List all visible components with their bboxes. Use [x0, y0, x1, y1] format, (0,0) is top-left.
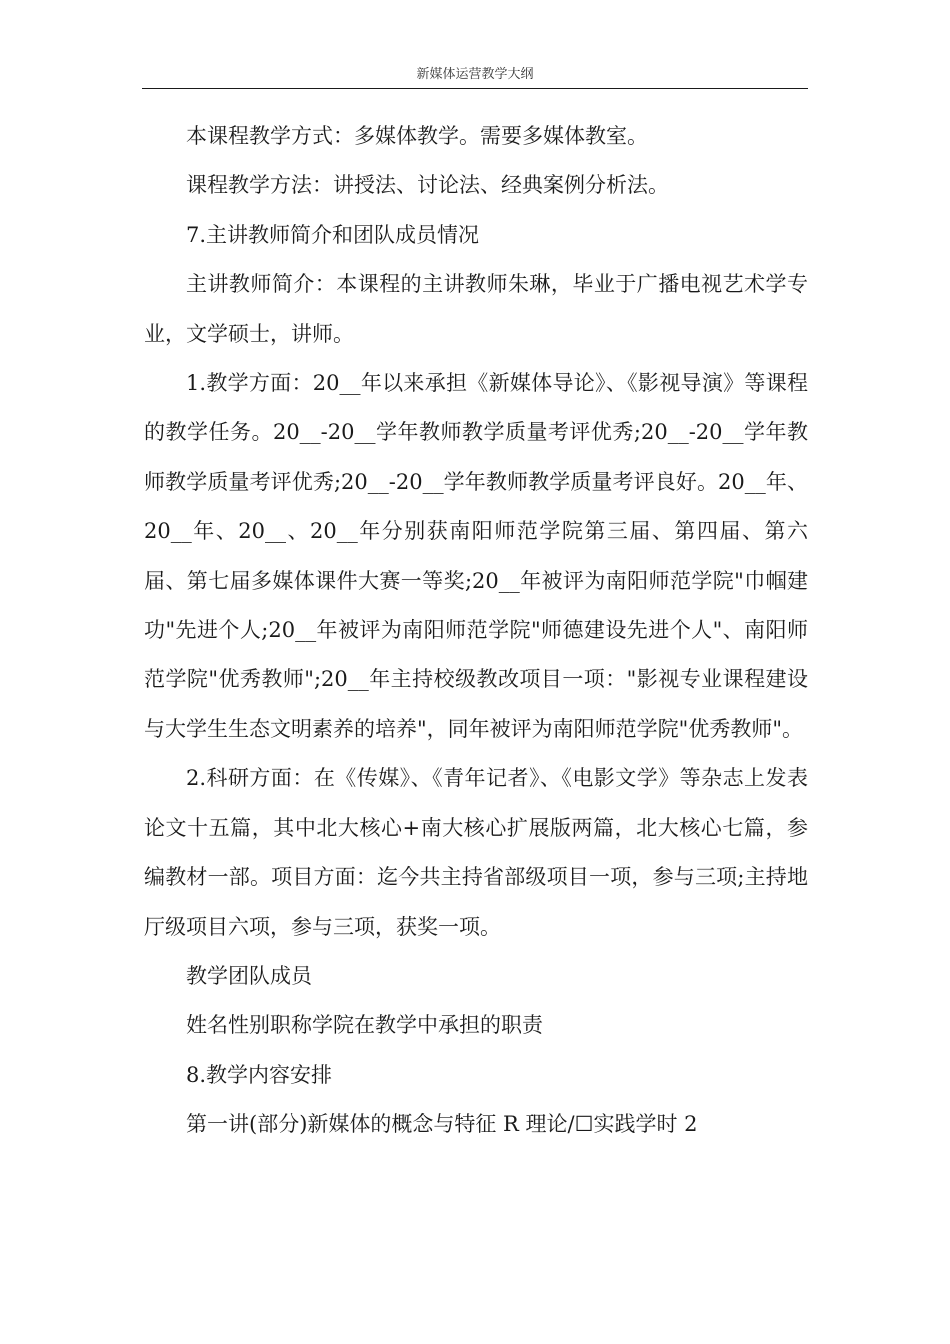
running-header: 新媒体运营教学大纲 [416, 67, 534, 82]
paragraph-teaching-achievements: 1.教学方面：20__年以来承担《新媒体导论》、《影视导演》等课程的教学任务。20__-20__学年教师教学质量考评优秀;20__-20__学年教师教学质量考评优秀;20__-20__学年教师教学质量考评良好。20__年、20__年、20__、20__年分别获南阳师范学院第三届、第四届、第六届、第七届多媒体课件大赛一等奖;20__年被评为南阳师范学院"巾帼建功"先进个人;20__年被评为南阳师范学院"师德建设先进个人"、南阳师范学院"优秀教师";20__年主持校级教改项目一项："影视专业课程建设与大学生生态文明素养的培养"，同年被评为南阳师范学院"优秀教师"。 [144, 371, 808, 741]
paragraph-team-members-title: 教学团队成员 [186, 963, 312, 988]
paragraph-lead-teacher: 主讲教师简介：本课程的主讲教师朱琳，毕业于广播电视艺术学专业，文学硕士，讲师。 [144, 272, 808, 346]
header-divider [142, 88, 808, 89]
paragraph-teaching-mode: 本课程教学方式：多媒体教学。需要多媒体教室。 [186, 124, 648, 148]
section-heading-teacher-intro: 7.主讲教师简介和团队成员情况 [186, 222, 480, 247]
section-heading-content-arrangement: 8.教学内容安排 [186, 1062, 333, 1087]
paragraph-lecture-one: 第一讲(部分)新媒体的概念与特征 R 理论/☐实践学时 2 [186, 1112, 698, 1137]
paragraph-team-table-header: 姓名性别职称学院在教学中承担的职责 [186, 1013, 543, 1038]
paragraph-teaching-method: 课程教学方法：讲授法、讨论法、经典案例分析法。 [186, 173, 669, 198]
document-body [144, 112, 808, 1150]
paragraph-research-achievements: 2.科研方面：在《传媒》、《青年记者》、《电影文学》等杂志上发表论文十五篇，其中北大核心+南大核心扩展版两篇，北大核心七篇，参编教材一部。项目方面：迄今共主持省部级项目一项，参与三项;主持地厅级项目六项，参与三项，获奖一项。 [144, 766, 808, 939]
